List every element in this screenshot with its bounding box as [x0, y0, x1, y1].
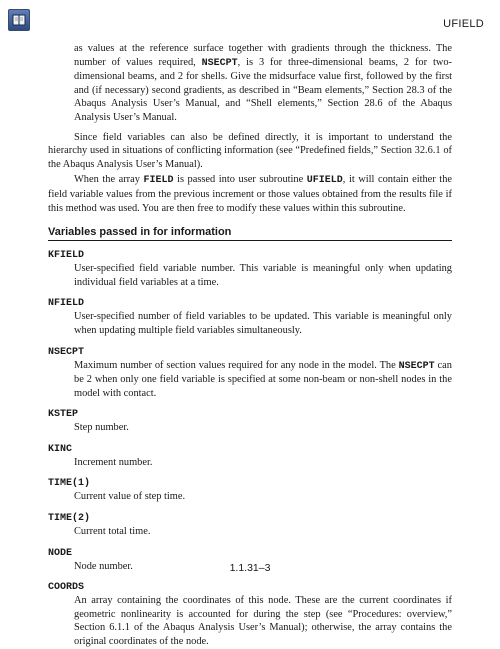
text-run: can be 2 when only one field variable is specified at some non-beam or non-shell nodes in the model with contact. — [74, 359, 452, 399]
text-run: Node number. — [74, 560, 133, 572]
inline-code: NSECPT — [201, 57, 238, 69]
text-run: Increment number. — [74, 456, 153, 468]
text-run: as values at the reference surface together with gradients through the thickness. The number of values required, — [74, 43, 452, 68]
intro-paragraph-1 — [48, 42, 452, 125]
text-run: An array containing the coordinates of this node. These are the current coordinates if geometric nonlinearity is accounted for during the step (see “Procedures: overview,” Section 6.1.1 of the Abaqus Analysis User’s Manual); otherwise, the array contains the original coordinates of the node. — [74, 595, 452, 648]
variable-name: TIME(2) — [48, 513, 91, 525]
text-run: is passed into user subroutine — [173, 174, 307, 186]
variable-name: COORDS — [48, 582, 85, 594]
text-run: User-specified number of field variables to be updated. This variable is meaningful only when updating multiple field variables simultaneously. — [74, 311, 452, 336]
variable-description — [48, 421, 452, 435]
variable-description — [48, 456, 452, 470]
text-run: When the array — [74, 174, 144, 186]
book-glyph-icon — [9, 10, 29, 30]
text-run: Since field variables can also be defined directly, it is important to understand the hierarchy used in situations of conflicting information (see “Predefined fields,” Section 32.6.1 of the Abaqus Analysis User’s Manual). — [48, 131, 452, 170]
variable-name: KINC — [48, 443, 73, 455]
inline-code: UFIELD — [306, 175, 343, 187]
variable-entry — [48, 443, 452, 470]
inline-code: FIELD — [143, 175, 174, 187]
page-header-title: UFIELD — [443, 18, 484, 30]
variable-description — [48, 594, 452, 648]
variable-name: NODE — [48, 547, 73, 559]
variable-description — [48, 525, 452, 539]
text-run: User-specified field variable number. This variable is meaningful only when updating individual field variables at a time. — [74, 263, 452, 288]
variable-entry — [48, 297, 452, 337]
inline-code: NSECPT — [398, 360, 435, 372]
variable-name: KSTEP — [48, 409, 79, 421]
text-run: Current total time. — [74, 526, 151, 538]
page-number: 1.1.31–3 — [229, 562, 271, 574]
intro-paragraph-3 — [48, 173, 452, 215]
variable-description — [48, 262, 452, 289]
text-run: , is 3 for three-dimensional beams, 2 for two-dimensional beams, and 2 for shells. Give the midsurface value first, followed by the first and (if necessary) second gradients, as described in “Beam elements,” Section 28.3 of the Abaqus Analysis User’s Manual, and “Shell elements,” Section 28.6 of the Abaqus Analysis User’s Manual. — [74, 56, 453, 123]
variable-name: KFIELD — [48, 250, 85, 262]
manual-book-icon[interactable] — [8, 9, 30, 31]
text-run: Maximum number of section values required for any node in the model. The — [74, 359, 399, 371]
variable-name: TIME(1) — [48, 478, 91, 490]
variable-description — [48, 490, 452, 504]
variable-list — [48, 249, 452, 649]
page-content — [48, 42, 452, 649]
text-run: , it will contain either the field variable values from the previous increment or those values obtained from the results file if this method was used. You are then free to modify these values within this subroutine. — [48, 174, 453, 214]
variable-entry — [48, 346, 452, 401]
text-run: Current value of step time. — [74, 491, 186, 503]
variable-name: NSECPT — [48, 346, 85, 358]
variable-name: NFIELD — [48, 298, 85, 310]
text-run: Step number. — [74, 422, 129, 434]
variable-entry — [48, 477, 452, 504]
variable-entry — [48, 249, 452, 289]
variable-entry — [48, 581, 452, 648]
intro-paragraph-2 — [48, 131, 452, 172]
variable-description — [48, 310, 452, 337]
variable-entry — [48, 408, 452, 435]
section-heading: Variables passed in for information — [48, 226, 452, 241]
variable-entry — [48, 512, 452, 539]
variable-description — [48, 359, 452, 401]
